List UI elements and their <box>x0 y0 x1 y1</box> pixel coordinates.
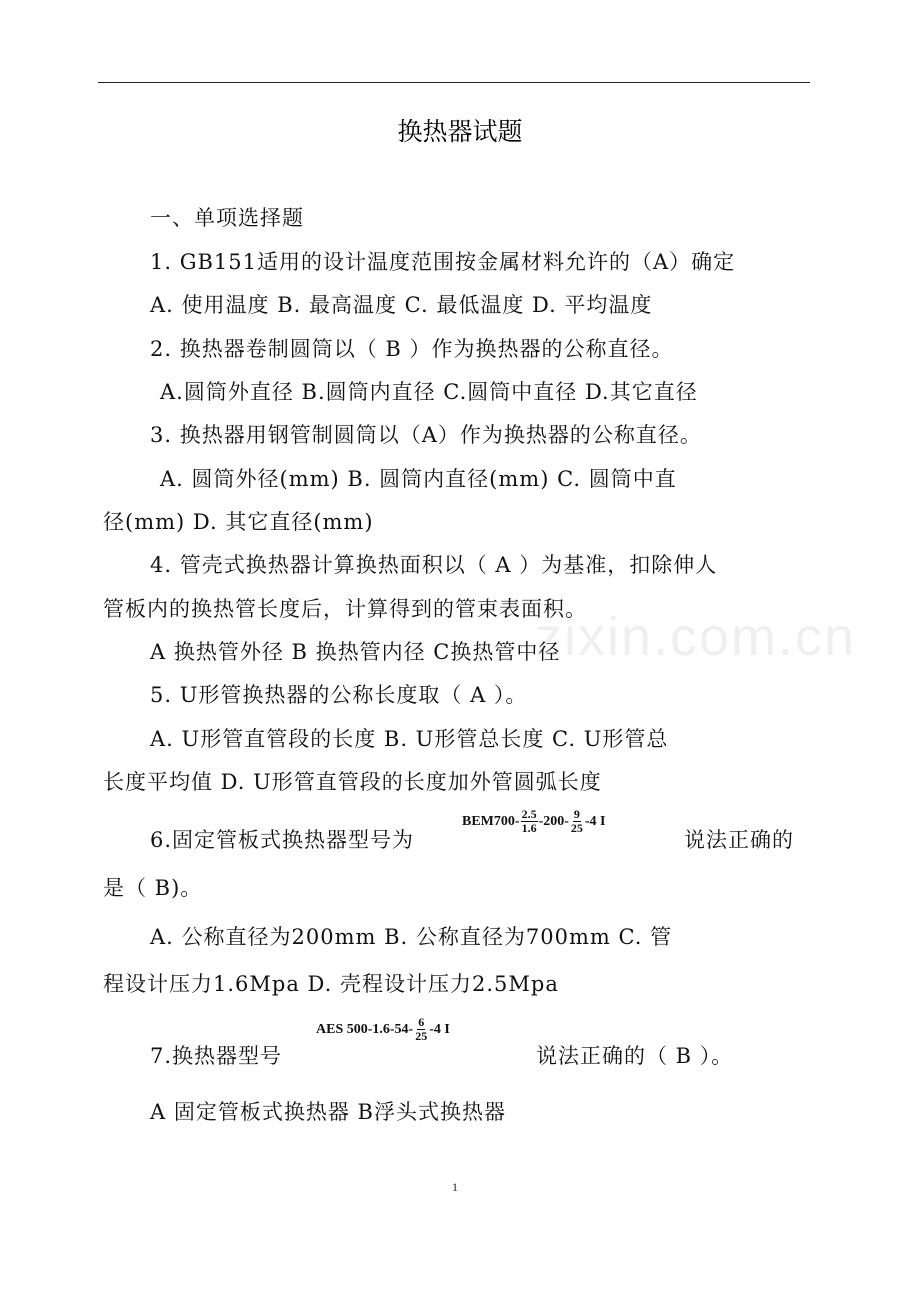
model-formula-2 <box>316 1016 450 1043</box>
question-3-options: A. 圆筒外径(mm) B. 圆筒内直径(mm) C. 圆筒中直 <box>160 467 677 491</box>
question-3-options-cont: 径(mm) D. 其它直径(mm) <box>103 510 374 534</box>
watermark: zixin.com.cn <box>535 607 857 667</box>
formula-2-prefix: AES 500-1.6-54- <box>316 1021 414 1037</box>
question-5-options-cont: 长度平均值 D. U形管直管段的长度加外管圆弧长度 <box>103 770 602 794</box>
header-rule <box>98 82 810 83</box>
question-7: 7.换热器型号 <box>150 1044 283 1068</box>
fraction-numerator: 2.5 <box>521 807 537 821</box>
question-6-cont: 是（ B)。 <box>103 876 203 900</box>
fraction-numerator: 6 <box>418 1015 425 1029</box>
question-7-tail: 说法正确的（ B ）。 <box>536 1044 734 1068</box>
question-5: 5. U形管换热器的公称长度取（ A ）。 <box>150 683 528 707</box>
fraction-numerator: 9 <box>573 807 580 821</box>
formula-1-prefix: BEM700- <box>462 813 520 829</box>
question-4-cont: 管板内的换热管长度后，计算得到的管束表面积。 <box>103 597 587 621</box>
question-4: 4. 管壳式换热器计算换热面积以（ A ）为基准，扣除伸人 <box>150 553 718 577</box>
formula-2-suffix: -4 I <box>429 1021 450 1037</box>
question-7-options: A 固定管板式换热器 B浮头式换热器 <box>150 1100 506 1124</box>
question-5-options: A. U形管直管段的长度 B. U形管总长度 C. U形管总 <box>150 727 669 751</box>
question-1: 1. GB151适用的设计温度范围按金属材料允许的（A）确定 <box>150 250 736 274</box>
question-6-options-cont: 程设计压力1.6Mpa D. 壳程设计压力2.5Mpa <box>103 972 559 996</box>
question-6: 6.固定管板式换热器型号为 <box>150 828 415 852</box>
question-3: 3. 换热器用钢管制圆筒以（A）作为换热器的公称直径。 <box>150 423 702 447</box>
question-1-options: A. 使用温度 B. 最高温度 C. 最低温度 D. 平均温度 <box>150 293 653 317</box>
formula-2-fraction-1 <box>414 1016 428 1043</box>
formula-1-fraction-1 <box>521 808 538 835</box>
question-6-options: A. 公称直径为200mm B. 公称直径为700mm C. 管 <box>150 925 673 949</box>
page-number: 1 <box>452 1180 458 1194</box>
question-4-options: A 换热管外径 B 换热管内径 C换热管中径 <box>150 640 561 664</box>
question-6-tail: 说法正确的 <box>684 828 794 852</box>
fraction-denominator: 1.6 <box>521 821 537 835</box>
formula-1-suffix: -4 I <box>584 813 606 829</box>
formula-1-mid: -200- <box>538 813 569 829</box>
question-2-options: A.圆筒外直径 B.圆筒内直径 C.圆筒中直径 D.其它直径 <box>160 380 698 404</box>
model-formula-1 <box>462 808 606 835</box>
page-title: 换热器试题 <box>397 117 523 146</box>
section-heading: 一、单项选择题 <box>150 206 304 230</box>
fraction-denominator: 25 <box>570 821 583 835</box>
formula-1-fraction-2 <box>570 808 584 835</box>
fraction-denominator: 25 <box>415 1029 428 1043</box>
question-2: 2. 换热器卷制圆筒以（ B ）作为换热器的公称直径。 <box>150 337 674 361</box>
